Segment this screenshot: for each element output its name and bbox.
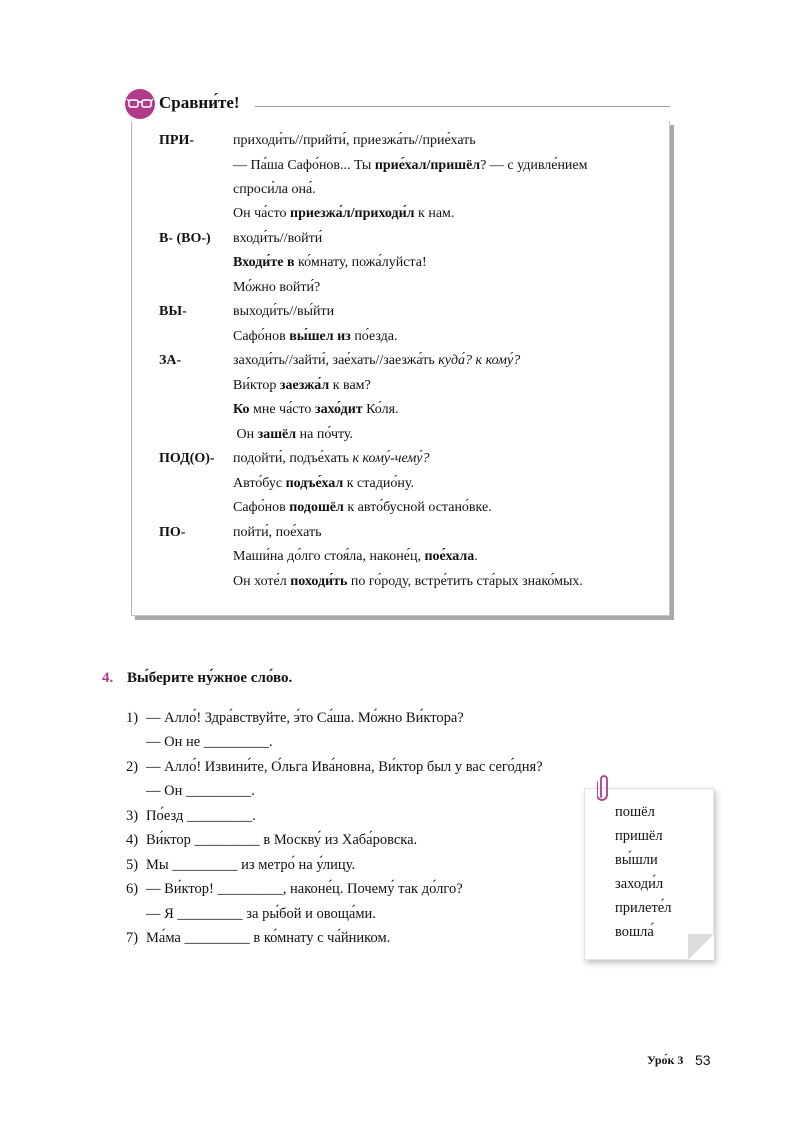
exercise-title: Вы́берите ну́жное сло́во.: [127, 670, 293, 686]
item-text: — Алло́! Здра́вствуйте, э́то Са́ша. Мо́жно Ви́ктора?: [146, 710, 464, 726]
paperclip-icon: [597, 773, 607, 799]
prefix-label: В- (ВО-): [159, 231, 211, 246]
item-text: По́езд _________.: [146, 808, 256, 824]
compare-text: Авто́бус подъе́хал к стадио́ну.: [233, 476, 414, 491]
item-number: 3): [126, 808, 139, 824]
compare-text: Сафо́нов подошёл к авто́бусной остано́вке.: [233, 500, 492, 515]
compare-text: выходи́ть//вы́йти: [233, 304, 335, 319]
compare-text: Ко мне ча́сто захо́дит Ко́ля.: [233, 402, 399, 417]
compare-text: приходи́ть//прийти́, приезжа́ть//прие́хать: [233, 133, 476, 148]
item-number: 4): [126, 832, 139, 848]
prefix-label: ПРИ-: [159, 133, 194, 148]
word-bank-note: [584, 788, 714, 960]
compare-text: Он хоте́л походи́ть по го́роду, встре́тить ста́рых знако́мых.: [233, 574, 583, 589]
word-bank-item: вы́шли: [615, 852, 658, 868]
compare-text: спроси́ла она́.: [233, 182, 316, 197]
compare-text: Сафо́нов вы́шел из по́езда.: [233, 329, 398, 344]
compare-header: [125, 87, 685, 121]
prefix-label: ПОД(О)-: [159, 451, 215, 466]
prefix-label: ЗА-: [159, 353, 182, 368]
compare-text: заходи́ть//зайти́, зае́хать//заезжа́ть куда́? к кому́?: [233, 353, 521, 368]
prefix-label: ВЫ-: [159, 304, 187, 319]
compare-text: Он ча́сто приезжа́л/приходи́л к нам.: [233, 206, 455, 221]
word-bank-item: заходи́л: [615, 876, 664, 892]
item-text: — Алло́! Извини́те, О́льга Ива́новна, Ви́ктор был у вас сего́дня?: [146, 759, 543, 775]
compare-box: [131, 121, 670, 616]
item-number: 1): [126, 710, 139, 726]
word-bank-item: пошёл: [615, 804, 655, 820]
word-bank-item: прилете́л: [615, 900, 672, 916]
item-text: — Ви́ктор! _________, наконе́ц. Почему́ так до́лго?: [146, 881, 463, 897]
item-text: Ма́ма _________ в ко́мнату с ча́йником.: [146, 930, 391, 946]
compare-text: Входи́те в ко́мнату, пожа́луйста!: [233, 255, 427, 270]
item-text: Ви́ктор _________ в Москву́ из Хаба́ровска.: [146, 832, 418, 848]
item-text: — Я _________ за ры́бой и овоща́ми.: [146, 906, 376, 922]
title-divider: [255, 106, 670, 107]
page-curl: [688, 934, 714, 960]
compare-text: Мо́жно войти́?: [233, 280, 321, 295]
item-text: — Он не _________.: [146, 734, 273, 750]
compare-text: Маши́на до́лго стоя́ла, наконе́ц, пое́хала.: [233, 549, 478, 564]
item-number: 2): [126, 759, 139, 775]
exercise-number: 4.: [102, 670, 114, 686]
glasses-icon: [125, 89, 155, 119]
page-number: 53: [695, 1052, 711, 1068]
lesson-label: Уро́к 3: [647, 1053, 684, 1067]
item-number: 5): [126, 857, 139, 873]
compare-title: Сравни́те!: [159, 93, 240, 112]
compare-text: Ви́ктор заезжа́л к вам?: [233, 378, 371, 393]
word-bank-item: вошла́: [615, 924, 654, 940]
item-number: 6): [126, 881, 139, 897]
compare-text: — Па́ша Сафо́нов... Ты прие́хал/пришёл? — с удивле́нием: [233, 158, 588, 173]
compare-text: Он зашёл на по́чту.: [233, 427, 354, 442]
compare-text: входи́ть//войти́: [233, 231, 323, 246]
item-number: 7): [126, 930, 139, 946]
compare-text: пойти́, пое́хать: [233, 525, 322, 540]
item-text: — Он _________.: [146, 783, 255, 799]
word-bank-item: пришёл: [615, 828, 663, 844]
prefix-label: ПО-: [159, 525, 186, 540]
item-text: Мы _________ из метро́ на у́лицу.: [146, 857, 356, 873]
compare-text: подойти́, подъе́хать к кому́-чему́?: [233, 451, 430, 466]
